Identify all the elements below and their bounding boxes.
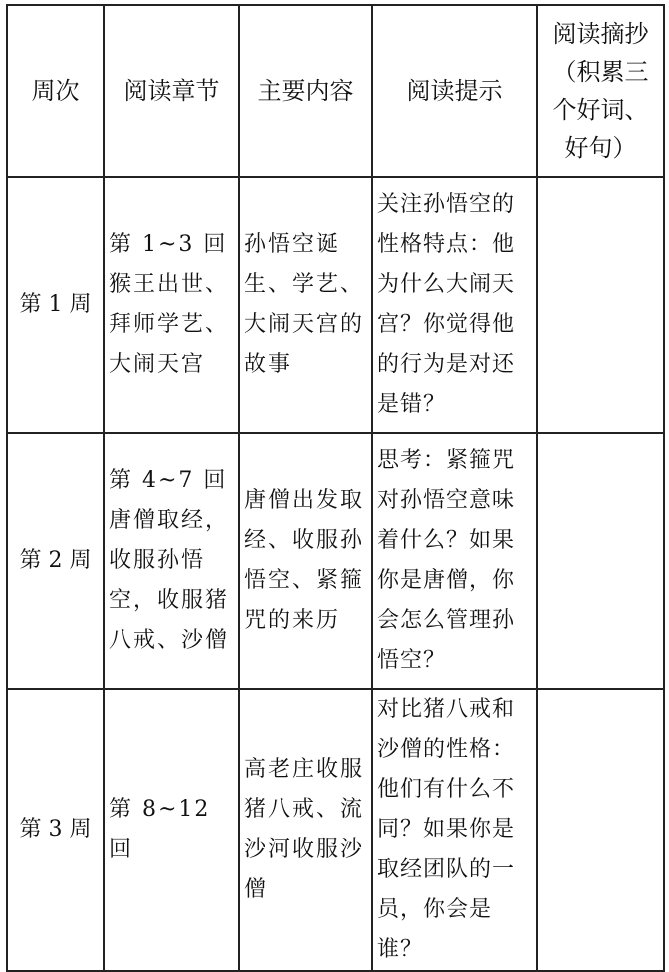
table-header-row <box>7 5 664 177</box>
week-cell: 第 2 周 <box>7 433 104 689</box>
chapter-cell: 第 1~3 回猴王出世、拜师学艺、大闹天宫 <box>104 177 239 433</box>
chapter-cell: 第 4~7 回唐僧取经，收服孙悟空，收服猪八戒、沙僧 <box>104 433 239 689</box>
reading-plan-table <box>6 4 665 972</box>
header-tips: 阅读提示 <box>372 5 537 177</box>
header-chapter: 阅读章节 <box>104 5 239 177</box>
week-cell: 第 3 周 <box>7 689 104 971</box>
table-row <box>7 177 664 433</box>
notes-cell[interactable] <box>537 433 664 689</box>
header-notes: 阅读摘抄（积累三个好词、好句） <box>537 5 664 177</box>
tips-cell: 思考：紧箍咒对孙悟空意味着什么？如果你是唐僧，你会怎么管理孙悟空？ <box>372 433 537 689</box>
tips-cell: 对比猪八戒和沙僧的性格：他们有什么不同？如果你是取经团队的一员，你会是谁？ <box>372 689 537 971</box>
content-cell: 唐僧出发取经、收服孙悟空、紧箍咒的来历 <box>239 433 372 689</box>
table-row <box>7 689 664 971</box>
header-content: 主要内容 <box>239 5 372 177</box>
header-week: 周次 <box>7 5 104 177</box>
chapter-cell: 第 8~12 回 <box>104 689 239 971</box>
tips-cell: 关注孙悟空的性格特点：他为什么大闹天宫？你觉得他的行为是对还是错？ <box>372 177 537 433</box>
table-row <box>7 433 664 689</box>
notes-cell[interactable] <box>537 177 664 433</box>
content-cell: 孙悟空诞生、学艺、大闹天宫的故事 <box>239 177 372 433</box>
content-cell: 高老庄收服猪八戒、流沙河收服沙僧 <box>239 689 372 971</box>
notes-cell[interactable] <box>537 689 664 971</box>
week-cell: 第 1 周 <box>7 177 104 433</box>
